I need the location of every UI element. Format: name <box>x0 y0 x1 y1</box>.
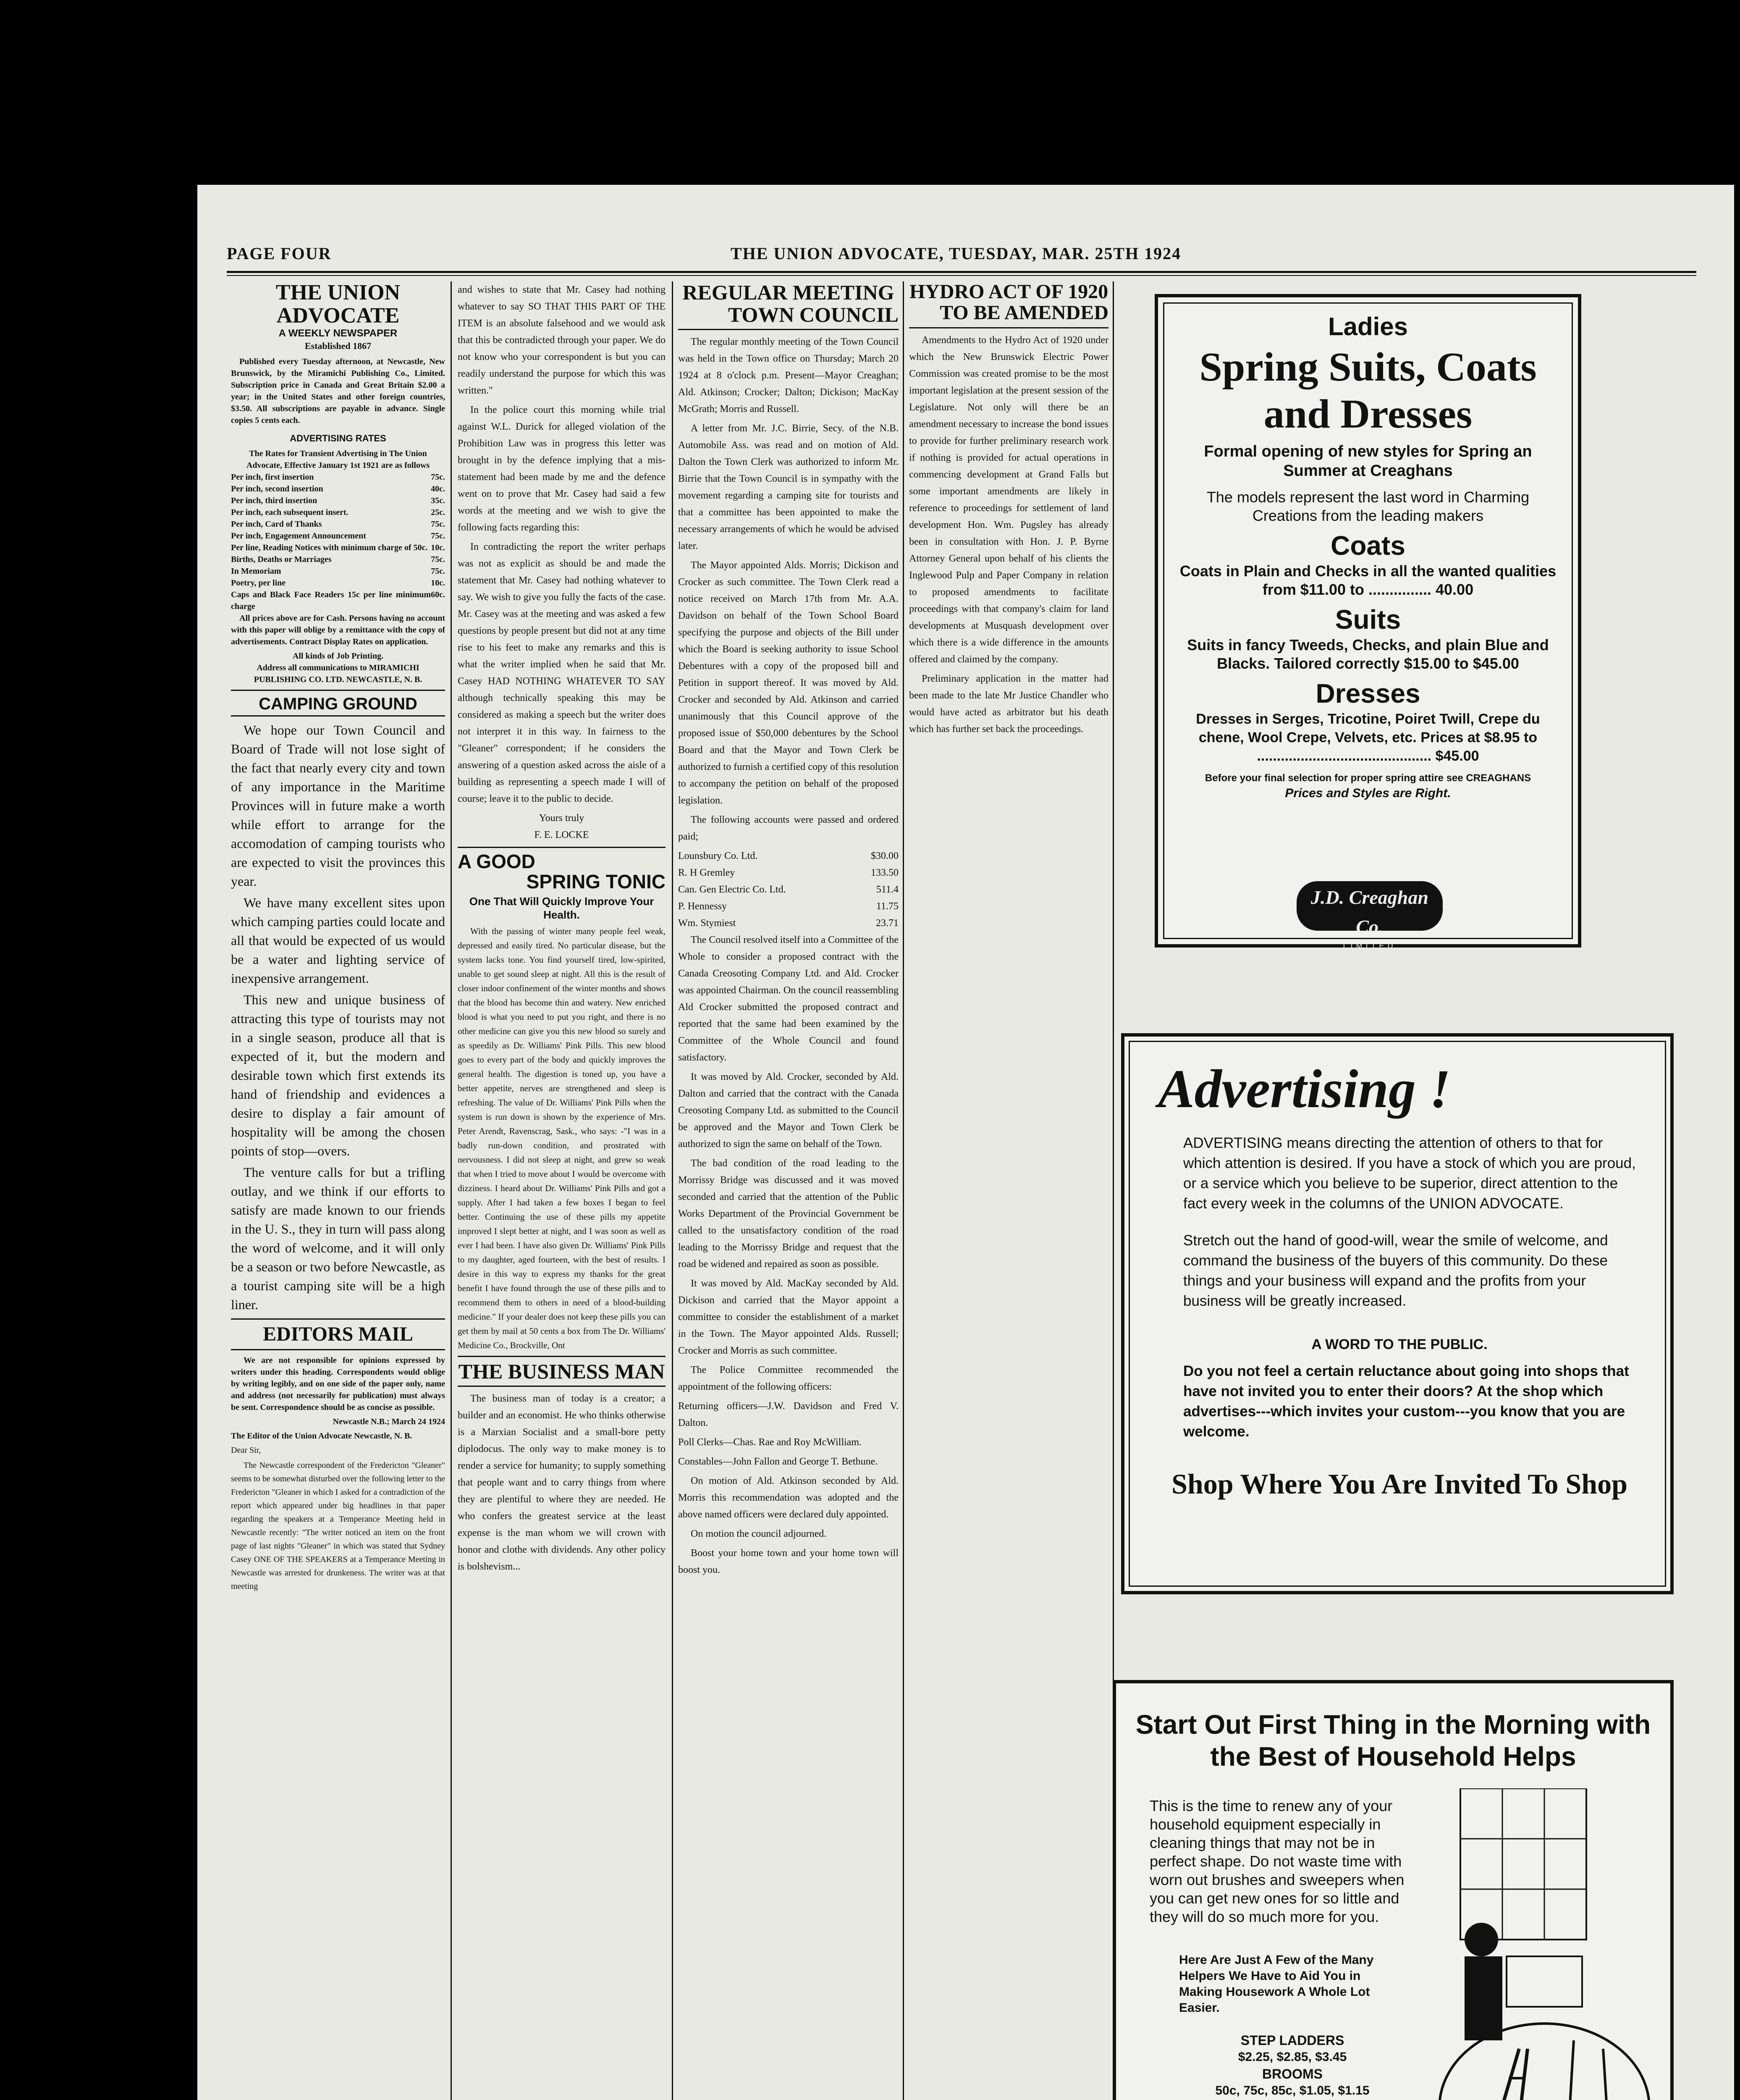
suits-text: Suits in fancy Tweeds, Checks, and plain Blue and Blacks. Tailored correctly $15.00 to $45.00 <box>1187 636 1549 672</box>
letter-continued: In contradicting the report the writer perhaps was not as explicit as should be and made the statement that Mr. Casey had nothing whatever to say. We wish to give you fully the facts of the case. Mr. Casey was at the meeting and was asked a few questions by people present but did not at any time rise to his feet to make any remarks and this is what the writer implied when he said that Mr. Casey HAD NOTHING WHATEVER TO SAY although technically speaking this may be considered as making a speech but the writer does not interpret it in this way. In fairness to the "Gleaner" correspondent; if he considers the answering of a question asked across the aisle of a building as representing a speech made I will of course; leave it to the public to decide. <box>458 541 666 804</box>
ladies-label: Ladies <box>1328 312 1408 341</box>
letter-continued: and wishes to state that Mr. Casey had nothing whatever to say SO THAT THIS PART OF THE ITEM is an absolute falsehood and we would ask that this be contradicted through your paper. We do not know who your correspondent is but you can readily understand the purpose for which this was written." <box>458 284 666 396</box>
shop-slogan: Shop Where You Are Invited To Shop <box>1171 1468 1627 1500</box>
rates-list <box>231 471 445 612</box>
editors-heading: EDITORS MAIL <box>263 1323 413 1345</box>
creaghan-before: Before your final selection for proper spring attire see CREAGHANS <box>1205 772 1531 784</box>
tonic-heading-1: A GOOD <box>458 850 535 872</box>
column-2 <box>458 281 666 2100</box>
tonic-body: With the passing of winter many people feel weak, depressed and easily tired. No particular disease, but the system lacks tone. You find yourself tired, low-spirited, unable to get sound sleep at night. All this is the result of closer indoor confinement of the winter months and shows that the blood has become thin and watery. New enriched blood is what you need to put you right, and there is no other medicine can give you this new blood so surely and as speedily as Dr. Williams' Pink Pills. This new blood goes to every part of the body and quickly improves the general health. The digestion is toned up, you have a better appetite, nerves are strengthened and sleep is refreshing. The value of Dr. Williams' Pink Pills when the system is run down is shown by the experience of Mrs. Peter Arendt, Ravenscrag, Sask., who says: -"I was in a badly run-down condition, and prostrated with nervousness. I did not sleep at night, and grew so weak that when I tried to move about I would be overcome with dizziness. I heard about Dr. Williams' Pink Pills and got a supply. After I had taken a few boxes I began to feel better. Continuing the use of these pills my appetite improved I slept better at night, and I was soon as well as ever I had been. I have also given Dr. Williams' Pink Pills to my daughter, aged fourteen, with the best of results. I desire in this way to express my thanks for the great benefit I have found through the use of these pills and to recommend them to others in need of a blood-building medicine." If your dealer does not keep these pills you can get them by mail at 50 cents a box from The Dr. Williams' Medicine Co., Brockville, Ont <box>458 926 666 1350</box>
hydro-heading-1: HYDRO ACT OF 1920 <box>909 281 1108 303</box>
tonic-heading-2: SPRING TONIC <box>526 871 666 893</box>
established-line: Established 1867 <box>304 341 372 352</box>
creaghan-opening: Formal opening of new styles for Spring an Summer at Creaghans <box>1204 443 1532 480</box>
business-man-body: The business man of today is a creator; a builder and an economist. He who thinks otherwise is a Marxian Socialist and a small-bore petty diplodocus. The only way to make money is to render a service for humanity; to supply something that people want and to carry things from where they are plentiful to where they are needed. He who confers the greatest service at the least expense is the man whom we will crown with honor and clothe with dividends. Any other policy is bolshevism... <box>458 1393 666 1572</box>
hydro-paragraph: Preliminary application in the matter had been made to the late Mr Justice Chandler who would have acted as arbitrator but his death which has further set back the proceedings. <box>909 673 1108 735</box>
paper-title: THE UNION ADVOCATE <box>275 281 401 328</box>
rate-row: Per inch, Card of Thanks 75c. <box>231 519 445 529</box>
council-paragraph: It was moved by Ald. Crocker, seconded by Ald. Dalton and carried that the contract with the Canada Creosoting Company Ltd. as submitted to the Council be approved and the Mayor and Town Clerk be authorized to sign the same on behalf of the Town. <box>678 1071 899 1150</box>
letter-signoff: Yours truly <box>539 813 584 824</box>
stothart-headline-2: the Best of Household Helps <box>1210 1741 1576 1772</box>
stothart-headline-1: Start Out First Thing in the Morning with <box>1135 1709 1651 1740</box>
council-paragraph: On motion of Ald. Atkinson seconded by Ald. Morris this recommendation was adopted and the above named officers were declared duly appointed. <box>678 1475 899 1520</box>
column-rule <box>903 281 904 2100</box>
account-row: Lounsbury Co. Ltd. $30.00 <box>678 850 899 861</box>
publication-info: Published every Tuesday afternoon, at Newcastle, New Brunswick, by the Miramichi Publishing Co., Limited. Subscription price in Canada and Great Britain $2.00 a year; in the United States and other foreign countries, $3.50. All subscriptions are payable in advance. Single copies 5 cents each. <box>231 357 445 425</box>
advertising-p2: Stretch out the hand of good-will, wear the smile of welcome, and command the business of the buyers of this community. Do these things and your business will expand and the profits from your business will be greatly increased. <box>1183 1232 1608 1309</box>
masthead-line: THE UNION ADVOCATE, TUESDAY, MAR. 25TH 1924 <box>731 244 1182 263</box>
suits-heading: Suits <box>1335 604 1401 635</box>
advertising-p1: ADVERTISING means directing the attention of others to that for which attention is desired. If you have a stock of which you are proud, or a service which you believe to be superior, direct attention to the fact every week in the columns of the UNION ADVOCATE. <box>1183 1135 1636 1212</box>
coats-text: Coats in Plain and Checks in all the wanted qualities from $11.00 to ............... 40.00 <box>1179 562 1557 598</box>
stothart-items: STEP LADDERS $2.25, $2.85, $3.45 BROOMS 50c, 75c, 85c, $1.05, $1.15 <box>1215 2033 1370 2097</box>
stothart-list-intro: Here Are Just A Few of the Many Helpers We Have to Aid You in Making Housework A Whole Lot Easier. <box>1179 1953 1374 2015</box>
council-paragraph: The bad condition of the road leading to the Morrissy Bridge was discussed and it was moved seconded and carried that the attention of the Public Works Department of the Provincial Government be called to the unsatisfactory condition of the road leading to the Morrissy Bridge and request that the road be widened and repaired as soon as possible. <box>678 1158 899 1270</box>
word-to-public: A WORD TO THE PUBLIC. <box>1311 1336 1488 1352</box>
stothart-body: This is the time to renew any of your household equipment especially in cleaning things that may not be in perfect shape. Do not waste time with worn out brushes and sweepers when you can get new ones for so little and they will do so much more for you. <box>1150 1797 1405 1925</box>
council-paragraph: The Council resolved itself into a Committee of the Whole to consider a proposed contract with the Canada Creosoting Company Ltd. and Ald. Crocker was appointed Chairman. On the council reassembling Ald Crocker submitted the proposed contract and reported that the same had been examined by the Committee of the Whole Council and found satisfactory. <box>678 934 899 1063</box>
advertising-ad <box>1121 1033 1674 1594</box>
rate-row: In Memoriam 75c. <box>231 566 445 576</box>
creaghan-headline-1: Spring Suits, Coats <box>1199 344 1537 390</box>
creaghan-ad <box>1155 294 1581 948</box>
dresses-text: Dresses in Serges, Tricotine, Poiret Twill, Crepe du chene, Wool Crepe, Velvets, etc. Prices at $8.95 to ............................................ $45.00 <box>1196 711 1540 764</box>
camping-paragraph: The venture calls for but a trifling outlay, and we think if our efforts to satisfy are made known to our friends in the U. S., they in turn will pass along the word of welcome, and it will only be a season or two before Newcastle, as a tourist camping site will be a high liner. <box>231 1164 445 1312</box>
letter-salutation: Dear Sir, <box>231 1446 261 1455</box>
publisher-address: Address all communications to MIRAMICHI PUBLISHING CO. LTD. NEWCASTLE, N. B. <box>254 663 422 684</box>
rate-row: Per line, Reading Notices with minimum charge of 50c. 10c. <box>231 543 445 552</box>
rate-row: Per inch, first insertion 75c. <box>231 472 445 482</box>
creaghan-logo: J.D. Creaghan Co. LIMITED <box>1297 881 1443 931</box>
council-heading-2: TOWN COUNCIL <box>728 302 899 326</box>
council-paragraph: Boost your home town and your home town will boost you. <box>678 1548 899 1575</box>
rate-row: Per inch, each subsequent insert. 25c. <box>231 507 445 517</box>
account-row: Wm. Stymiest 23.71 <box>678 918 899 929</box>
council-paragraph: A letter from Mr. J.C. Birrie, Secy. of the N.B. Automobile Ass. was read and on motion of Ald. Dalton the Town Clerk was authorized to inform Mr. Birrie that the Town Council is in sympathy with the movement regarding a camping site for tourists and that a committee has been appointed to make the necessary arrangements of which he would be advised later. <box>678 423 899 551</box>
tonic-subheading: One That Will Quickly Improve Your Health. <box>469 895 654 921</box>
advertising-p3: Do you not feel a certain reluctance about going into shops that have not invited you to enter their doors? At the shop which advertises---which invites your custom---you know that you are welcome. <box>1183 1363 1629 1440</box>
accounts-list <box>678 848 899 932</box>
camping-paragraph: This new and unique business of attracting this type of tourists may not in a single season, produce all that is expected of it, but the modern and desirable town which first extends its hand of friendship and evidences a desire to display a fair amount of hospitality will be among the chosen points of stop—overs. <box>231 992 445 1158</box>
job-printing: All kinds of Job Printing. <box>292 651 384 661</box>
page-number: PAGE FOUR <box>227 244 332 263</box>
column-rule <box>451 281 452 2100</box>
letter-address: The Editor of the Union Advocate Newcastle, N. B. <box>231 1431 412 1441</box>
officer-line: Constables—John Fallon and George T. Bethune. <box>678 1456 878 1467</box>
camping-heading: CAMPING GROUND <box>259 694 417 713</box>
hydro-paragraph: Amendments to the Hydro Act of 1920 under which the New Brunswick Electric Power Commission was created promise to be the most important legislation at the present session of the Legislature. Not only will there be an amendment necessary to increase the bond issues to provide for further preliminary research work if nothing is provided for actual operations in commencing development at Grand Falls but some important amendments are likely in reference to proceedings for settlement of land development Hon. Wm. Pugsley has already been in consultation with Hon. J. P. Byrne Attorney General upon behalf of his clients the Inglewood Pulp and Paper Company in relation to proposed amendments to facilitate proceedings with that company's claim for land developments at Musquash development over which there is a wide difference in the amounts offered and claimed by the company. <box>909 334 1108 665</box>
camping-paragraph: We have many excellent sites upon which camping parties could locate and all that would be expected of us would be a water and lighting service of inexpensive arrangement. <box>231 895 445 986</box>
account-row: Can. Gen Electric Co. Ltd. 511.4 <box>678 884 899 895</box>
housework-illustration <box>1427 1788 1654 2100</box>
advertising-title: Advertising ! <box>1158 1059 1451 1119</box>
dresses-heading: Dresses <box>1315 678 1420 709</box>
letter-body: The Newcastle correspondent of the Fredericton "Gleaner" seems to be somewhat disturbed over the following letter to the Fredericton "Gleaner in which I asked for a contradiction of the report which appeared under big headlines in that paper regarding the speakers at a Temperance Meeting held in Newcastle recently: "The writer noticed an item on the front page of last nights "Gleaner" in which was stated that Sydney Casey ONE OF THE SPEAKERS at a Temperance Meeting in Newcastle was arrested for drunkeness. The writer was at that meeting <box>231 1461 445 1591</box>
rates-heading: ADVERTISING RATES <box>290 433 386 444</box>
rate-row: Caps and Black Face Readers 15c per line minimum charge 60c. <box>231 590 445 611</box>
rates-subheading: The Rates for Transient Advertising in The Union Advocate, Effective January 1st 1921 are as follows <box>246 449 430 470</box>
letter-continued: In the police court this morning while trial against W.L. Durick for alleged violation of the Prohibition Law was in progress this letter was brought in by the defence implying that a mis-statement had been made by me and the defence went on to prove that Mr. Casey had said a few words at the meeting and we wish to give the following facts regarding this: <box>458 404 666 533</box>
column-4 <box>909 281 1108 1155</box>
council-paragraph: The Police Committee recommended the appointment of the following officers: <box>678 1365 899 1392</box>
newspaper-page <box>197 185 1734 2100</box>
coats-heading: Coats <box>1331 530 1405 561</box>
council-heading-1: REGULAR MEETING <box>682 281 894 304</box>
header-rule-thin <box>227 275 1696 276</box>
rate-row: Per inch, second insertion 40c. <box>231 484 445 494</box>
column-1 <box>231 281 445 2100</box>
page-header <box>227 244 1696 269</box>
officer-line: Returning officers—J.W. Davidson and Fred V. Dalton. <box>678 1401 899 1428</box>
council-paragraph: On motion the council adjourned. <box>691 1528 827 1539</box>
hydro-heading-2: TO BE AMENDED <box>940 302 1108 324</box>
letter-date: Newcastle N.B.; March 24 1924 <box>333 1417 445 1427</box>
header-rule <box>227 271 1696 273</box>
stothart-ad <box>1113 1680 1674 2100</box>
business-man-heading: THE BUSINESS MAN <box>458 1359 665 1383</box>
council-paragraph: The Mayor appointed Alds. Morris; Dickison and Crocker as such committee. The Town Clerk read a notice received on March 17th from Mr. A.A. Davidson on behalf of the Town School Board specifying the purpose and objects of the Bill under which the Board is seeking authority to issue School Debentures with a copy of the proposed bill and Petition in support thereof. It was moved by Ald. Crocker and seconded by Ald. Atkinson and carried unanimously that this Council approve of the proposed issue of $50,000 debentures by the School Board and that the Mayor and Town Clerk be authorized to furnish a certified copy of this resolution to accompany the petition on behalf of the proposed legislation. <box>678 560 899 806</box>
rate-row: Poetry, per line 10c. <box>231 578 445 588</box>
rates-footnote: All prices above are for Cash. Persons having no account with this paper will oblige by a remittance with the copy of advertisements. Contract Display Rates on application. <box>231 613 445 646</box>
creaghan-models: The models represent the last word in Charming Creations from the leading makers <box>1206 488 1530 524</box>
editors-note: We are not responsible for opinions expressed by writers under this heading. Correspondents would oblige by writing legibly, and on one side of the paper only, name and address (not necessarily for publication) must always be sent. Correspondence should be as concise as possible. <box>231 1356 445 1412</box>
rate-row: Births, Deaths or Marriages 75c. <box>231 554 445 564</box>
paper-subtitle: A WEEKLY NEWSPAPER <box>278 328 398 339</box>
officer-line: Poll Clerks—Chas. Rae and Roy McWilliam. <box>678 1437 862 1448</box>
creaghan-headline-2: and Dresses <box>1263 391 1473 437</box>
account-row: R. H Gremley 133.50 <box>678 867 899 878</box>
account-row: P. Hennessy 11.75 <box>678 901 899 912</box>
column-3 <box>678 281 899 2100</box>
council-paragraph: It was moved by Ald. MacKay seconded by Ald. Dickison and carried that the Mayor appoint a committee to consider the establishment of a market in the Town. The Mayor appointed Alds. Russell; Crocker and Morris as such committee. <box>678 1278 899 1356</box>
rate-row: Per inch, Engagement Announcement 75c. <box>231 531 445 541</box>
column-rule <box>672 281 673 2100</box>
council-paragraph: The following accounts were passed and ordered paid; <box>678 814 899 842</box>
letter-signature: F. E. LOCKE <box>534 830 589 840</box>
council-paragraph: The regular monthly meeting of the Town Council was held in the Town office on Thursday; March 20 1924 at 8 o'clock p.m. Present—Mayor Creaghan; Ald. Atkinson; Crocker; Dalton; Dickison; MacKay McGrath; Morris and Russell. <box>678 336 899 415</box>
creaghan-prices: Prices and Styles are Right. <box>1285 786 1451 800</box>
rate-row: Per inch, third insertion 35c. <box>231 496 445 505</box>
camping-paragraph: We hope our Town Council and Board of Trade will not lose sight of the fact that nearly every city and town of any importance in the Maritime Provinces will in future make a worth while effort to arrange for the accomodation of camping tourists who are expected to visit the provinces this year. <box>231 722 445 889</box>
